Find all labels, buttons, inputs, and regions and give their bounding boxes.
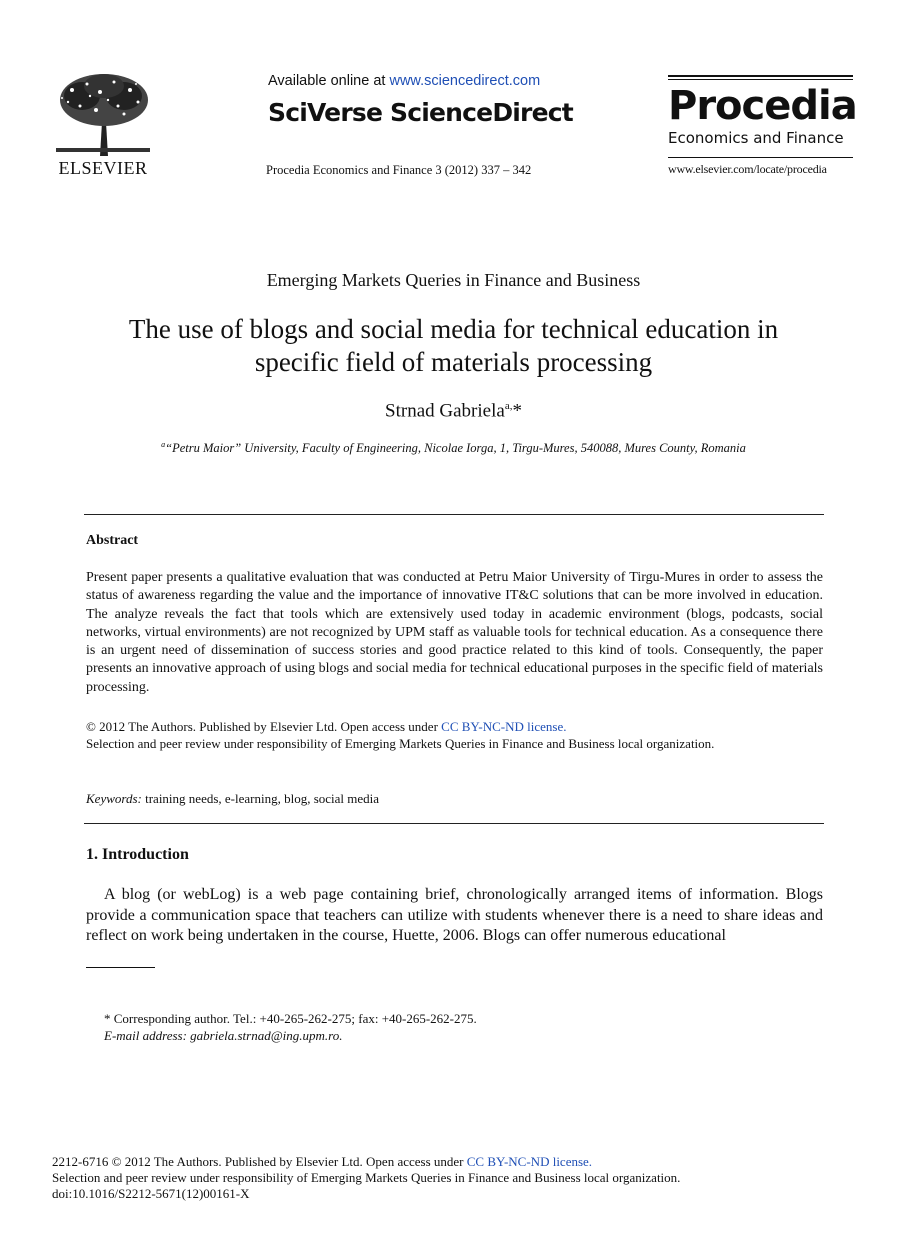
platform-name: SciVerse ScienceDirect bbox=[268, 98, 573, 127]
introduction-heading: 1. Introduction bbox=[86, 846, 189, 863]
author-corresponding-mark: * bbox=[512, 400, 522, 422]
divider-top bbox=[84, 514, 824, 515]
footer-peer-review: Selection and peer review under responsibility of Emerging Markets Queries in Finance and Business local organization. bbox=[52, 1170, 681, 1185]
author-affiliation-mark: a, bbox=[504, 400, 513, 412]
keywords-values: training needs, e-learning, blog, social media bbox=[141, 791, 380, 806]
sciencedirect-link[interactable]: www.sciencedirect.com bbox=[389, 73, 541, 89]
procedia-masthead bbox=[668, 75, 857, 177]
abstract-text: Present paper presents a qualitative evaluation that was conducted at Petru Maior University of Tirgu-Mures in order to assess the status of awareness regarding the value and the importance of innovative IT&C solutions that can be more involved in education. The analyze reveals the fact that tools which are extensively used today in academic environment (blogs, podcasts, social networks, virtual environments) are not recognized by UPM staff as valuable tools for technical education. As a consequence there is an urgent need of dissemination of success stories and good practice related to this kind of tools. Consequently, the paper presents an innovative approach of using blogs and social media for technical educational purposes in the specific field of materials processing. bbox=[86, 570, 823, 695]
affiliation-text: “Petru Maior” University, Faculty of Engineering, Nicolae Iorga, 1, Tirgu-Mures, 540088, Mures County, Romania bbox=[165, 441, 746, 456]
journal-brand: Procedia bbox=[668, 83, 857, 129]
introduction-text: A blog (or webLog) is a web page containing brief, chronologically arranged items of information. Blogs provide a communication space that teachers can utilize with students whenever there is a need to share ideas and reflect on work being undertaken in the course, Huette, 2006. Blogs can offer numerous educational bbox=[86, 886, 823, 944]
affiliation bbox=[0, 440, 907, 456]
license-link[interactable]: CC BY-NC-ND license. bbox=[441, 719, 567, 734]
footer-doi: doi:10.1016/S2212-5671(12)00161-X bbox=[52, 1186, 250, 1201]
email-footnote: E-mail address: gabriela.strnad@ing.upm.ro. bbox=[104, 1028, 343, 1043]
author-name: Strnad Gabriela bbox=[385, 400, 505, 422]
keywords-label: Keywords: bbox=[86, 791, 142, 806]
copyright-line bbox=[86, 718, 566, 735]
elsevier-logo-text: ELSEVIER bbox=[58, 158, 148, 178]
paper-title-line2: specific field of materials processing bbox=[254, 347, 653, 377]
masthead-rule bbox=[668, 75, 853, 77]
footer-issn-text: 2212-6716 © 2012 The Authors. Published by Elsevier Ltd. Open access under bbox=[52, 1154, 467, 1169]
masthead-rule-bottom bbox=[668, 157, 853, 158]
corresponding-author-footnote: * Corresponding author. Tel.: +40-265-262-275; fax: +40-265-262-275. bbox=[104, 1011, 477, 1026]
elsevier-tree-icon bbox=[52, 70, 154, 158]
masthead-rule-thin bbox=[668, 79, 853, 80]
affiliation-mark: a bbox=[161, 440, 166, 449]
peer-review-line: Selection and peer review under responsibility of Emerging Markets Queries in Finance and Business local organization. bbox=[86, 736, 715, 751]
journal-url[interactable]: www.elsevier.com/locate/procedia bbox=[668, 162, 827, 176]
journal-brand-sub: Economics and Finance bbox=[668, 129, 844, 147]
copyright-text: © 2012 The Authors. Published by Elsevier Ltd. Open access under bbox=[86, 719, 442, 734]
footnote-rule bbox=[86, 967, 155, 968]
footer-issn-line bbox=[52, 1154, 592, 1170]
availability-line bbox=[268, 73, 540, 89]
footer-license-link[interactable]: CC BY-NC-ND license. bbox=[466, 1154, 593, 1169]
abstract-heading: Abstract bbox=[86, 533, 139, 548]
divider-bottom bbox=[84, 823, 824, 824]
journal-reference: Procedia Economics and Finance 3 (2012) 337 – 342 bbox=[266, 163, 532, 177]
paper-title bbox=[60, 313, 847, 379]
keywords bbox=[86, 791, 379, 807]
author bbox=[0, 400, 907, 422]
paper-title-line1: The use of blogs and social media for technical education in bbox=[128, 314, 779, 344]
elsevier-logo bbox=[52, 70, 154, 180]
conference-name: Emerging Markets Queries in Finance and Business bbox=[266, 270, 641, 290]
availability-prefix: Available online at bbox=[268, 73, 390, 89]
